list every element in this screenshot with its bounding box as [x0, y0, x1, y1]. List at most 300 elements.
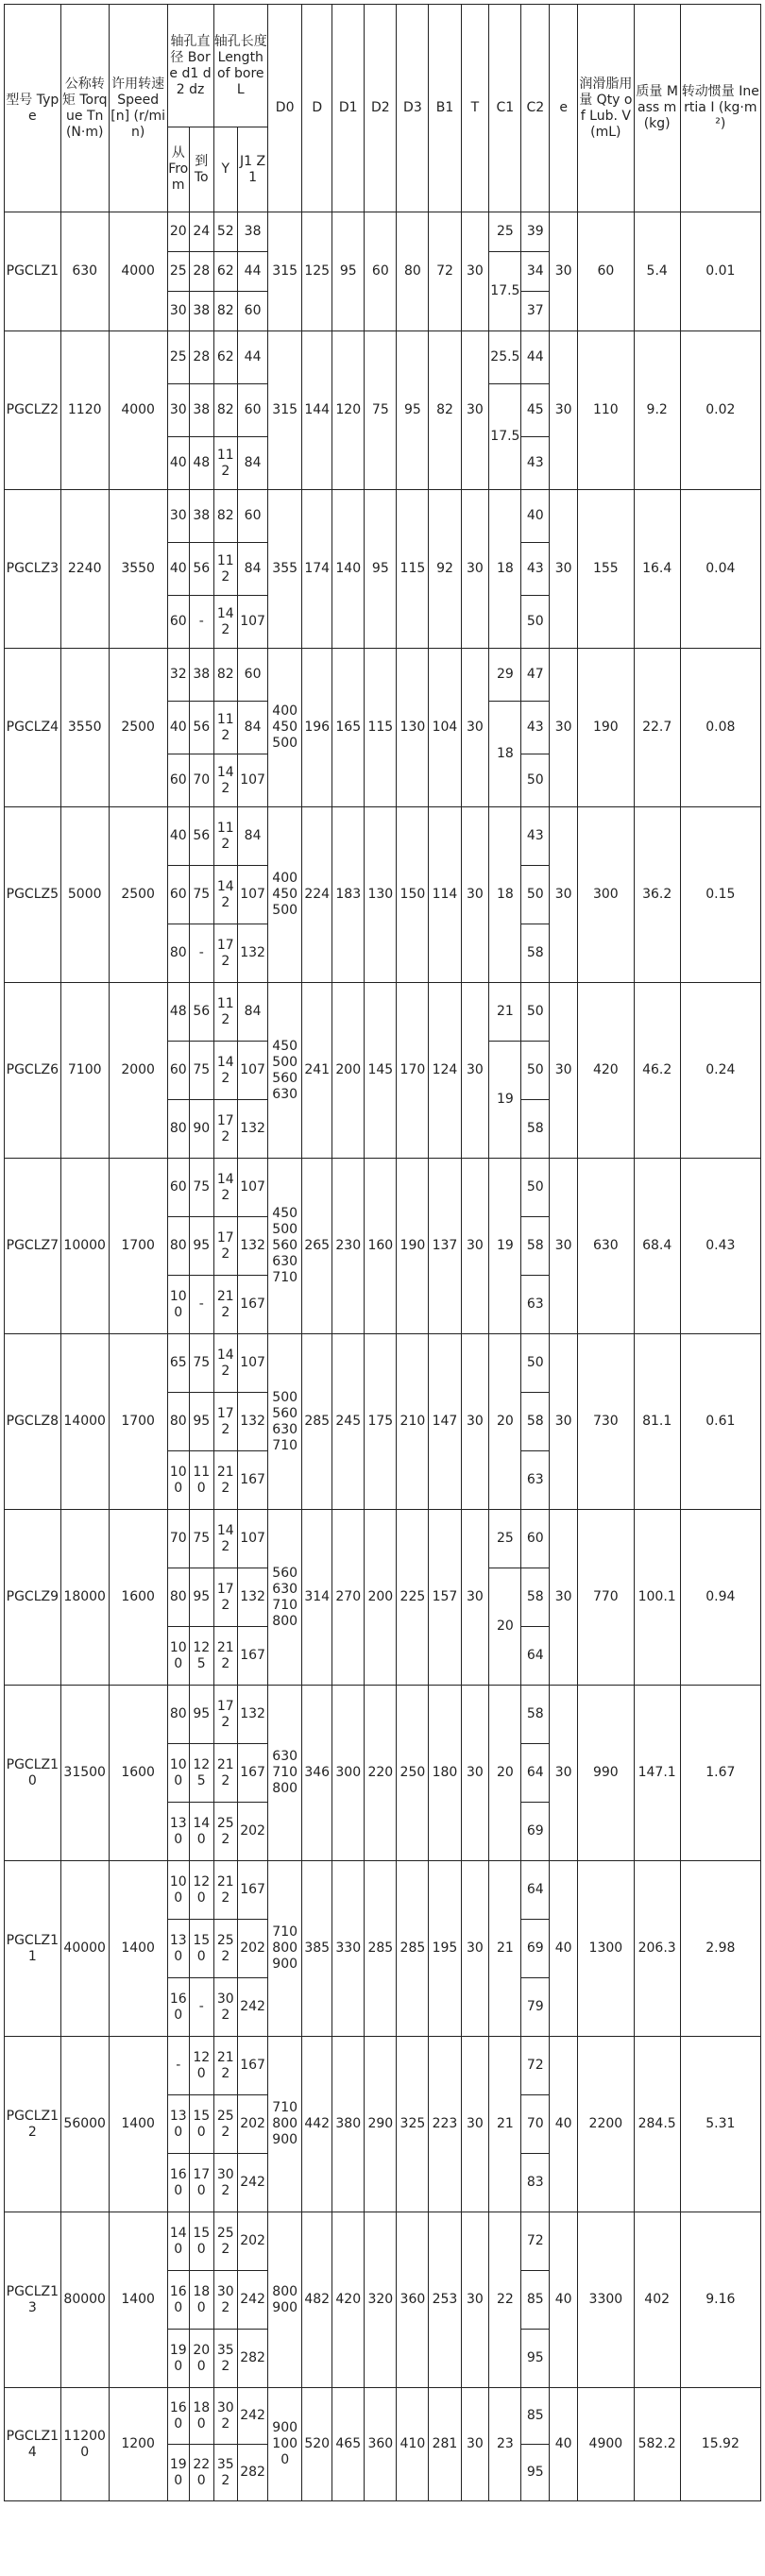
- cell-torque: 7100: [60, 983, 109, 1159]
- cell-b1: 157: [429, 1510, 461, 1686]
- cell-bore-to: 75: [189, 1334, 213, 1393]
- cell-c2: 47: [521, 649, 550, 702]
- cell-e: 40: [550, 2388, 578, 2501]
- cell-length-y: 212: [213, 1451, 238, 1510]
- cell-length-y: 82: [213, 649, 238, 702]
- cell-c2: 43: [521, 437, 550, 490]
- cell-length-y: 112: [213, 807, 238, 866]
- cell-mass: 582.2: [634, 2388, 680, 2501]
- cell-lubricant: 4900: [578, 2388, 635, 2501]
- cell-length-y: 142: [213, 596, 238, 649]
- cell-length-y: 302: [213, 1978, 238, 2037]
- cell-length-j1z1: 84: [238, 702, 268, 754]
- cell-b1: 281: [429, 2388, 461, 2501]
- cell-bore-to: 200: [189, 2330, 213, 2388]
- cell-bore-from: 160: [167, 1978, 189, 2037]
- cell-bore-from: 160: [167, 2271, 189, 2330]
- cell-t: 30: [461, 649, 489, 807]
- cell-b1: 223: [429, 2037, 461, 2212]
- cell-t: 30: [461, 1334, 489, 1510]
- cell-c2: 39: [521, 212, 550, 252]
- cell-c1: 25.5: [489, 331, 521, 384]
- cell-length-j1z1: 242: [238, 2388, 268, 2445]
- cell-c2: 63: [521, 1451, 550, 1510]
- cell-c2: 83: [521, 2154, 550, 2212]
- cell-d3: 170: [397, 983, 429, 1159]
- cell-lubricant: 190: [578, 649, 635, 807]
- cell-length-j1z1: 107: [238, 596, 268, 649]
- cell-lubricant: 1300: [578, 1861, 635, 2037]
- cell-d1: 140: [332, 490, 365, 649]
- cell-t: 30: [461, 1159, 489, 1334]
- cell-c2: 43: [521, 543, 550, 596]
- cell-d2: 160: [365, 1159, 397, 1334]
- cell-bore-to: -: [189, 1978, 213, 2037]
- cell-length-j1z1: 84: [238, 437, 268, 490]
- cell-length-j1z1: 202: [238, 1920, 268, 1978]
- cell-c2: 50: [521, 754, 550, 807]
- cell-d3: 325: [397, 2037, 429, 2212]
- cell-type: PGCLZ13: [5, 2212, 61, 2388]
- cell-c1: 20: [489, 1334, 521, 1510]
- table-row: [5, 1686, 761, 1744]
- cell-t: 30: [461, 490, 489, 649]
- cell-c1: 17.5: [489, 252, 521, 331]
- cell-inertia: 0.15: [680, 807, 760, 983]
- cell-speed: 1700: [109, 1159, 167, 1334]
- header-b1: B1: [429, 5, 461, 212]
- cell-c2: 44: [521, 331, 550, 384]
- cell-d0: 560 630 710 800: [268, 1510, 302, 1686]
- cell-d0: 450 500 560 630 710: [268, 1159, 302, 1334]
- cell-t: 30: [461, 983, 489, 1159]
- cell-speed: 4000: [109, 212, 167, 331]
- cell-bore-from: 80: [167, 1393, 189, 1451]
- cell-type: PGCLZ9: [5, 1510, 61, 1686]
- header-bore-diameter: 轴孔直径 Bore d1 d2 dz: [167, 5, 213, 127]
- cell-d: 385: [302, 1861, 332, 2037]
- table-row: [5, 2388, 761, 2445]
- cell-bore-to: 125: [189, 1744, 213, 1803]
- cell-d0: 630 710 800: [268, 1686, 302, 1861]
- cell-c2: 69: [521, 1920, 550, 1978]
- cell-c2: 58: [521, 1217, 550, 1276]
- cell-bore-from: 20: [167, 212, 189, 252]
- cell-c2: 58: [521, 1568, 550, 1627]
- cell-bore-to: 56: [189, 983, 213, 1042]
- cell-bore-from: 80: [167, 1686, 189, 1744]
- cell-length-y: 252: [213, 2095, 238, 2154]
- cell-length-j1z1: 84: [238, 543, 268, 596]
- cell-d3: 95: [397, 331, 429, 490]
- cell-type: PGCLZ2: [5, 331, 61, 490]
- cell-b1: 92: [429, 490, 461, 649]
- cell-length-y: 62: [213, 252, 238, 292]
- cell-length-y: 212: [213, 1627, 238, 1686]
- cell-mass: 206.3: [634, 1861, 680, 2037]
- cell-d: 241: [302, 983, 332, 1159]
- cell-d0: 500 560 630 710: [268, 1334, 302, 1510]
- cell-c1: 20: [489, 1686, 521, 1861]
- cell-d3: 115: [397, 490, 429, 649]
- cell-c2: 69: [521, 1803, 550, 1861]
- cell-length-j1z1: 60: [238, 649, 268, 702]
- cell-length-j1z1: 60: [238, 384, 268, 437]
- cell-c2: 58: [521, 1100, 550, 1159]
- cell-d1: 230: [332, 1159, 365, 1334]
- cell-length-y: 172: [213, 1393, 238, 1451]
- cell-type: PGCLZ8: [5, 1334, 61, 1510]
- cell-d0: 400 450 500: [268, 649, 302, 807]
- cell-mass: 284.5: [634, 2037, 680, 2212]
- cell-torque: 18000: [60, 1510, 109, 1686]
- cell-length-y: 142: [213, 866, 238, 924]
- cell-length-y: 142: [213, 1510, 238, 1568]
- cell-c2: 58: [521, 1686, 550, 1744]
- cell-length-y: 352: [213, 2445, 238, 2501]
- cell-c1: 21: [489, 983, 521, 1042]
- cell-inertia: 0.61: [680, 1334, 760, 1510]
- header-t: T: [461, 5, 489, 212]
- header-bore-length: 轴孔长度 Length of bore L: [213, 5, 268, 127]
- cell-c2: 85: [521, 2388, 550, 2445]
- cell-length-j1z1: 107: [238, 1510, 268, 1568]
- cell-d3: 285: [397, 1861, 429, 2037]
- table-row: [5, 1334, 761, 1393]
- cell-d: 482: [302, 2212, 332, 2388]
- cell-bore-to: 180: [189, 2271, 213, 2330]
- header-bore-to: 到 To: [189, 127, 213, 212]
- cell-bore-from: 40: [167, 437, 189, 490]
- cell-length-j1z1: 132: [238, 1100, 268, 1159]
- table-header: [5, 5, 761, 212]
- cell-bore-from: 80: [167, 1217, 189, 1276]
- cell-speed: 2500: [109, 649, 167, 807]
- cell-c1: 19: [489, 1042, 521, 1159]
- cell-c2: 85: [521, 2271, 550, 2330]
- header-length-y: Y: [213, 127, 238, 212]
- cell-d: 174: [302, 490, 332, 649]
- header-c1: C1: [489, 5, 521, 212]
- cell-bore-to: 70: [189, 754, 213, 807]
- cell-bore-from: 140: [167, 2212, 189, 2271]
- cell-e: 30: [550, 983, 578, 1159]
- cell-bore-to: -: [189, 1276, 213, 1334]
- cell-c2: 95: [521, 2445, 550, 2501]
- cell-length-j1z1: 167: [238, 1744, 268, 1803]
- cell-length-j1z1: 202: [238, 2212, 268, 2271]
- cell-inertia: 0.08: [680, 649, 760, 807]
- cell-t: 30: [461, 807, 489, 983]
- cell-c1: 20: [489, 1568, 521, 1686]
- cell-t: 30: [461, 2212, 489, 2388]
- cell-t: 30: [461, 2037, 489, 2212]
- cell-d: 196: [302, 649, 332, 807]
- cell-length-j1z1: 132: [238, 1217, 268, 1276]
- cell-length-y: 142: [213, 1159, 238, 1217]
- cell-d1: 183: [332, 807, 365, 983]
- cell-b1: 180: [429, 1686, 461, 1861]
- cell-type: PGCLZ3: [5, 490, 61, 649]
- cell-d1: 380: [332, 2037, 365, 2212]
- cell-d3: 190: [397, 1159, 429, 1334]
- cell-length-j1z1: 107: [238, 866, 268, 924]
- cell-length-y: 212: [213, 1744, 238, 1803]
- cell-inertia: 0.24: [680, 983, 760, 1159]
- cell-mass: 68.4: [634, 1159, 680, 1334]
- cell-d1: 120: [332, 331, 365, 490]
- cell-c1: 18: [489, 702, 521, 807]
- cell-length-y: 172: [213, 1217, 238, 1276]
- cell-c2: 64: [521, 1627, 550, 1686]
- cell-torque: 14000: [60, 1334, 109, 1510]
- cell-length-y: 52: [213, 212, 238, 252]
- cell-torque: 630: [60, 212, 109, 331]
- cell-bore-to: 28: [189, 331, 213, 384]
- header-c2: C2: [521, 5, 550, 212]
- cell-mass: 46.2: [634, 983, 680, 1159]
- cell-inertia: 0.94: [680, 1510, 760, 1686]
- cell-d2: 220: [365, 1686, 397, 1861]
- cell-bore-to: 38: [189, 490, 213, 543]
- cell-d1: 245: [332, 1334, 365, 1510]
- cell-bore-from: 32: [167, 649, 189, 702]
- cell-e: 30: [550, 1334, 578, 1510]
- cell-length-y: 212: [213, 1861, 238, 1920]
- cell-e: 30: [550, 212, 578, 331]
- cell-bore-to: 120: [189, 2037, 213, 2095]
- cell-length-j1z1: 107: [238, 754, 268, 807]
- cell-bore-to: 95: [189, 1393, 213, 1451]
- cell-c1: 22: [489, 2212, 521, 2388]
- header-d3: D3: [397, 5, 429, 212]
- header-length-j1z1: J1 Z1: [238, 127, 268, 212]
- table-row: [5, 490, 761, 543]
- cell-t: 30: [461, 1510, 489, 1686]
- cell-bore-from: 100: [167, 1627, 189, 1686]
- cell-b1: 137: [429, 1159, 461, 1334]
- cell-speed: 1600: [109, 1686, 167, 1861]
- cell-c2: 43: [521, 702, 550, 754]
- cell-d0: 710 800 900: [268, 2037, 302, 2212]
- cell-torque: 31500: [60, 1686, 109, 1861]
- cell-bore-from: 100: [167, 1276, 189, 1334]
- cell-mass: 81.1: [634, 1334, 680, 1510]
- cell-bore-to: 75: [189, 1510, 213, 1568]
- cell-speed: 1600: [109, 1510, 167, 1686]
- cell-inertia: 0.01: [680, 212, 760, 331]
- cell-c2: 64: [521, 1861, 550, 1920]
- cell-bore-from: 40: [167, 702, 189, 754]
- cell-d: 285: [302, 1334, 332, 1510]
- cell-c1: 19: [489, 1159, 521, 1334]
- cell-length-y: 82: [213, 490, 238, 543]
- cell-bore-to: 95: [189, 1686, 213, 1744]
- cell-bore-to: 28: [189, 252, 213, 292]
- cell-b1: 124: [429, 983, 461, 1159]
- cell-length-y: 172: [213, 1686, 238, 1744]
- cell-c2: 70: [521, 2095, 550, 2154]
- cell-d2: 175: [365, 1334, 397, 1510]
- cell-lubricant: 770: [578, 1510, 635, 1686]
- cell-inertia: 2.98: [680, 1861, 760, 2037]
- cell-speed: 3550: [109, 490, 167, 649]
- cell-d1: 300: [332, 1686, 365, 1861]
- table-row: [5, 1159, 761, 1217]
- cell-c2: 43: [521, 807, 550, 866]
- table-row: [5, 983, 761, 1042]
- cell-speed: 2500: [109, 807, 167, 983]
- cell-bore-from: 100: [167, 1861, 189, 1920]
- cell-bore-from: 30: [167, 292, 189, 331]
- cell-bore-from: 100: [167, 1451, 189, 1510]
- cell-d2: 285: [365, 1861, 397, 2037]
- header-d0: D0: [268, 5, 302, 212]
- cell-b1: 253: [429, 2212, 461, 2388]
- cell-length-y: 352: [213, 2330, 238, 2388]
- cell-torque: 3550: [60, 649, 109, 807]
- cell-c2: 64: [521, 1744, 550, 1803]
- cell-d: 144: [302, 331, 332, 490]
- cell-speed: 1400: [109, 2037, 167, 2212]
- cell-d2: 290: [365, 2037, 397, 2212]
- cell-d2: 360: [365, 2388, 397, 2501]
- cell-t: 30: [461, 2388, 489, 2501]
- cell-speed: 1700: [109, 1334, 167, 1510]
- cell-d: 346: [302, 1686, 332, 1861]
- cell-b1: 114: [429, 807, 461, 983]
- cell-length-y: 142: [213, 754, 238, 807]
- cell-mass: 100.1: [634, 1510, 680, 1686]
- cell-t: 30: [461, 1686, 489, 1861]
- cell-c2: 50: [521, 983, 550, 1042]
- cell-bore-from: 130: [167, 1803, 189, 1861]
- cell-length-j1z1: 167: [238, 1276, 268, 1334]
- cell-b1: 72: [429, 212, 461, 331]
- cell-bore-to: 220: [189, 2445, 213, 2501]
- cell-d: 265: [302, 1159, 332, 1334]
- cell-length-y: 82: [213, 384, 238, 437]
- cell-d0: 400 450 500: [268, 807, 302, 983]
- cell-d2: 75: [365, 331, 397, 490]
- cell-b1: 147: [429, 1334, 461, 1510]
- coupling-spec-table: [4, 4, 761, 2501]
- cell-d1: 95: [332, 212, 365, 331]
- cell-length-j1z1: 132: [238, 1568, 268, 1627]
- cell-d3: 410: [397, 2388, 429, 2501]
- cell-lubricant: 420: [578, 983, 635, 1159]
- cell-e: 30: [550, 649, 578, 807]
- cell-d3: 210: [397, 1334, 429, 1510]
- cell-d: 520: [302, 2388, 332, 2501]
- cell-type: PGCLZ14: [5, 2388, 61, 2501]
- cell-d3: 150: [397, 807, 429, 983]
- cell-lubricant: 630: [578, 1159, 635, 1334]
- cell-c2: 50: [521, 596, 550, 649]
- cell-length-y: 82: [213, 292, 238, 331]
- cell-bore-to: 24: [189, 212, 213, 252]
- cell-d3: 80: [397, 212, 429, 331]
- cell-c2: 37: [521, 292, 550, 331]
- cell-d2: 115: [365, 649, 397, 807]
- cell-b1: 195: [429, 1861, 461, 2037]
- cell-bore-from: 48: [167, 983, 189, 1042]
- cell-d0: 355: [268, 490, 302, 649]
- cell-type: PGCLZ1: [5, 212, 61, 331]
- cell-d2: 130: [365, 807, 397, 983]
- cell-d3: 130: [397, 649, 429, 807]
- cell-length-j1z1: 242: [238, 2154, 268, 2212]
- cell-bore-to: 95: [189, 1217, 213, 1276]
- cell-torque: 56000: [60, 2037, 109, 2212]
- cell-d2: 320: [365, 2212, 397, 2388]
- cell-bore-from: 30: [167, 490, 189, 543]
- header-mass: 质量 Mass m (kg): [634, 5, 680, 212]
- cell-length-j1z1: 282: [238, 2330, 268, 2388]
- cell-e: 30: [550, 331, 578, 490]
- cell-lubricant: 2200: [578, 2037, 635, 2212]
- cell-length-y: 62: [213, 331, 238, 384]
- cell-bore-from: 60: [167, 596, 189, 649]
- cell-inertia: 0.02: [680, 331, 760, 490]
- cell-length-j1z1: 38: [238, 212, 268, 252]
- cell-lubricant: 730: [578, 1334, 635, 1510]
- cell-length-y: 142: [213, 1334, 238, 1393]
- cell-d: 442: [302, 2037, 332, 2212]
- cell-d1: 165: [332, 649, 365, 807]
- table-row: [5, 649, 761, 702]
- cell-e: 40: [550, 1861, 578, 2037]
- cell-torque: 2240: [60, 490, 109, 649]
- cell-bore-to: 95: [189, 1568, 213, 1627]
- cell-length-j1z1: 107: [238, 1334, 268, 1393]
- cell-lubricant: 3300: [578, 2212, 635, 2388]
- cell-type: PGCLZ10: [5, 1686, 61, 1861]
- cell-bore-to: 120: [189, 1861, 213, 1920]
- cell-d2: 60: [365, 212, 397, 331]
- cell-length-j1z1: 167: [238, 1861, 268, 1920]
- cell-bore-from: 60: [167, 754, 189, 807]
- cell-d0: 315: [268, 331, 302, 490]
- cell-d2: 200: [365, 1510, 397, 1686]
- cell-e: 30: [550, 490, 578, 649]
- cell-length-y: 302: [213, 2271, 238, 2330]
- cell-c2: 79: [521, 1978, 550, 2037]
- cell-bore-from: 130: [167, 2095, 189, 2154]
- cell-c2: 72: [521, 2037, 550, 2095]
- table-row: [5, 2212, 761, 2271]
- cell-bore-to: 56: [189, 807, 213, 866]
- cell-c1: 23: [489, 2388, 521, 2501]
- cell-d1: 200: [332, 983, 365, 1159]
- cell-speed: 2000: [109, 983, 167, 1159]
- cell-b1: 82: [429, 331, 461, 490]
- cell-c2: 50: [521, 866, 550, 924]
- cell-d: 224: [302, 807, 332, 983]
- cell-c2: 34: [521, 252, 550, 292]
- cell-bore-from: 60: [167, 1042, 189, 1100]
- header-bore-from: 从 From: [167, 127, 189, 212]
- cell-c2: 50: [521, 1334, 550, 1393]
- cell-bore-from: 60: [167, 1159, 189, 1217]
- cell-length-y: 172: [213, 1568, 238, 1627]
- table-row: [5, 807, 761, 866]
- cell-speed: 4000: [109, 331, 167, 490]
- cell-mass: 36.2: [634, 807, 680, 983]
- cell-bore-to: 75: [189, 866, 213, 924]
- cell-bore-to: 38: [189, 384, 213, 437]
- cell-d1: 465: [332, 2388, 365, 2501]
